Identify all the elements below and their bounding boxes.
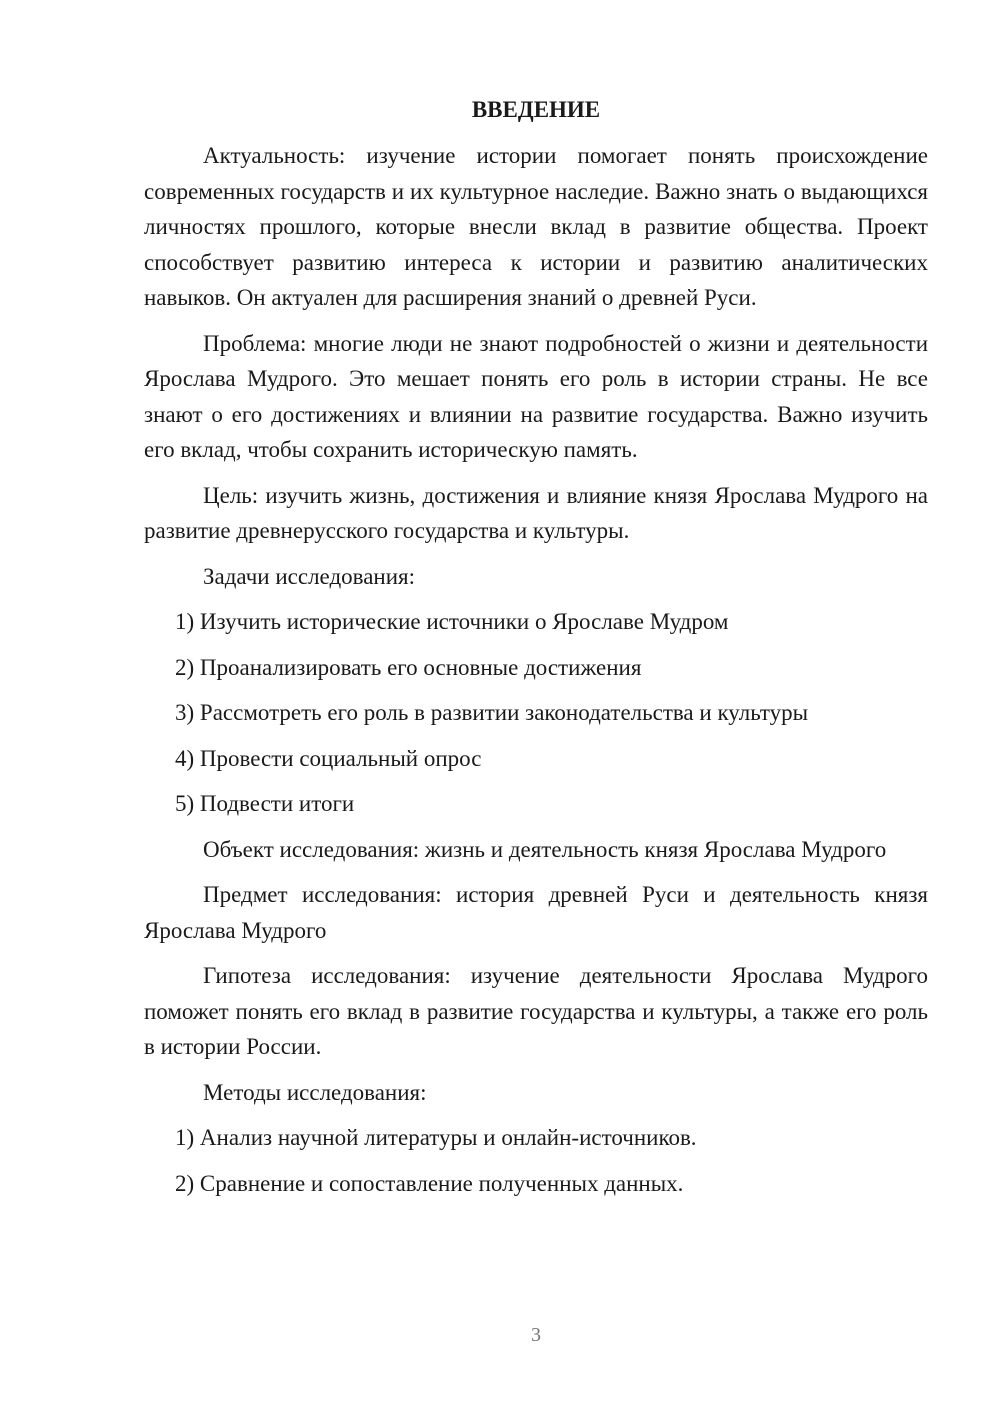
section-title: ВВЕДЕНИЕ <box>471 97 601 122</box>
page-number: 3 <box>531 1324 541 1346</box>
subject-paragraph: Предмет исследования: история древней Руси и деятельность князя Ярослава Мудрого <box>144 882 928 943</box>
task-item: 3) Рассмотреть его роль в развитии законодательства и культуры <box>175 700 809 725</box>
hypothesis-paragraph: Гипотеза исследования: изучение деятельности Ярослава Мудрого поможет понять его вклад в развитие государства и культуры, а также его роль в истории России. <box>144 963 928 1059</box>
task-item: 1) Изучить исторические источники о Ярославе Мудром <box>175 609 729 634</box>
method-item: 2) Сравнение и сопоставление полученных данных. <box>175 1170 684 1196</box>
task-item: 2) Проанализировать его основные достижения <box>175 654 642 680</box>
tasks-list <box>144 604 928 822</box>
relevance-paragraph: Актуальность: изучение истории помогает понять происхождение современных государств и их культурное наследие. Важно знать о выдающихся личностях прошлого, которые внесли вклад в развитие общества. Проект способствует развитию интереса к истории и развитию аналитических навыков. Он актуален для расширения знаний о древней Руси. <box>144 143 928 310</box>
problem-paragraph: Проблема: многие люди не знают подробностей о жизни и деятельности Ярослава Мудрого. Это мешает понять его роль в истории страны. Не все знают о его достижениях и влиянии на развитие государства. Важно изучить его вклад, чтобы сохранить историческую память. <box>144 330 928 462</box>
object-paragraph: Объект исследования: жизнь и деятельность князя Ярослава Мудрого <box>203 836 887 862</box>
document-page <box>144 96 928 1211</box>
task-item: 4) Провести социальный опрос <box>175 745 482 771</box>
methods-list <box>144 1120 928 1201</box>
method-item: 1) Анализ научной литературы и онлайн-источников. <box>175 1125 697 1150</box>
tasks-heading: Задачи исследования: <box>203 563 416 589</box>
methods-heading: Методы исследования: <box>203 1079 427 1105</box>
task-item: 5) Подвести итоги <box>175 791 355 816</box>
goal-paragraph: Цель: изучить жизнь, достижения и влияние князя Ярослава Мудрого на развитие древнерусского государства и культуры. <box>144 482 928 543</box>
